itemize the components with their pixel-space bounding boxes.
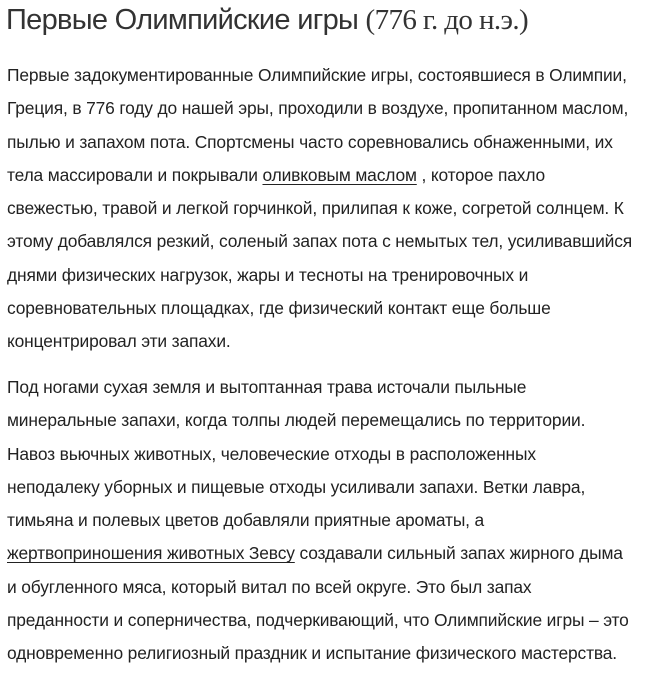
paragraph-line: днями физических нагрузок, жары и тесноты на тренировочных и — [7, 264, 529, 285]
paragraph-line: Первые задокументированные Олимпийские игры, состоявшиеся в Олимпии, — [7, 65, 627, 85]
paragraph-line: Под ногами сухая земля и вытоптанная трава источали пыльные — [7, 377, 527, 397]
paragraph-line: пылью и запахом пота. Спортсмены часто соревновались обнаженными, их — [7, 131, 613, 152]
paragraph-line: концентрировал эти запахи. — [7, 331, 231, 352]
paragraph-line: тимьяна и полевых цветов добавляли приятные ароматы, а — [7, 510, 485, 531]
paragraph-line: соревновательных площадках, где физический контакт еще больше — [7, 298, 551, 319]
title-year: (776 г. до н.э.) — [365, 4, 529, 36]
paragraph-line — [7, 537, 663, 570]
paragraph-line: одновременно религиозный праздник и испытание физического мастерства. — [7, 643, 617, 664]
paragraph-line: свежестью, травой и легкой горчинкой, прилипая к коже, согретой солнцем. К — [7, 198, 624, 219]
paragraph-line: минеральные запахи, когда толпы людей перемещались по территории. — [7, 410, 586, 431]
title-main: Первые Олимпийские игры — [6, 4, 359, 36]
paragraph-line: этому добавлялся резкий, соленый запах пота с немытых тел, усиливавшийся — [7, 231, 633, 252]
paragraph-text: , которое пахло — [416, 164, 546, 185]
paragraph-line: и обугленного мяса, который витал по всей округе. Это был запах — [7, 576, 532, 597]
paragraph-1 — [7, 59, 663, 359]
paragraph-line: преданности и соперничества, подчеркивающий, что Олимпийские игры – это — [7, 610, 629, 631]
page-title — [6, 2, 528, 38]
paragraph-text: тела массировали и покрывали — [7, 164, 263, 185]
zeus-sacrifice-link[interactable]: жертвоприношения животных Зевсу — [7, 543, 295, 564]
paragraph-text: создавали сильный запах жирного дыма — [294, 543, 623, 564]
paragraph-line: Греция, в 776 году до нашей эры, проходили в воздухе, пропитанном маслом, — [7, 98, 629, 119]
paragraph-line — [7, 159, 663, 192]
paragraph-line: Навоз вьючных животных, человеческие отходы в расположенных — [7, 443, 536, 464]
paragraph-line: неподалеку уборных и пищевые отходы усиливали запахи. Ветки лавра, — [7, 476, 586, 497]
olive-oil-link[interactable]: оливковым маслом — [262, 164, 417, 185]
paragraph-2 — [7, 371, 663, 671]
